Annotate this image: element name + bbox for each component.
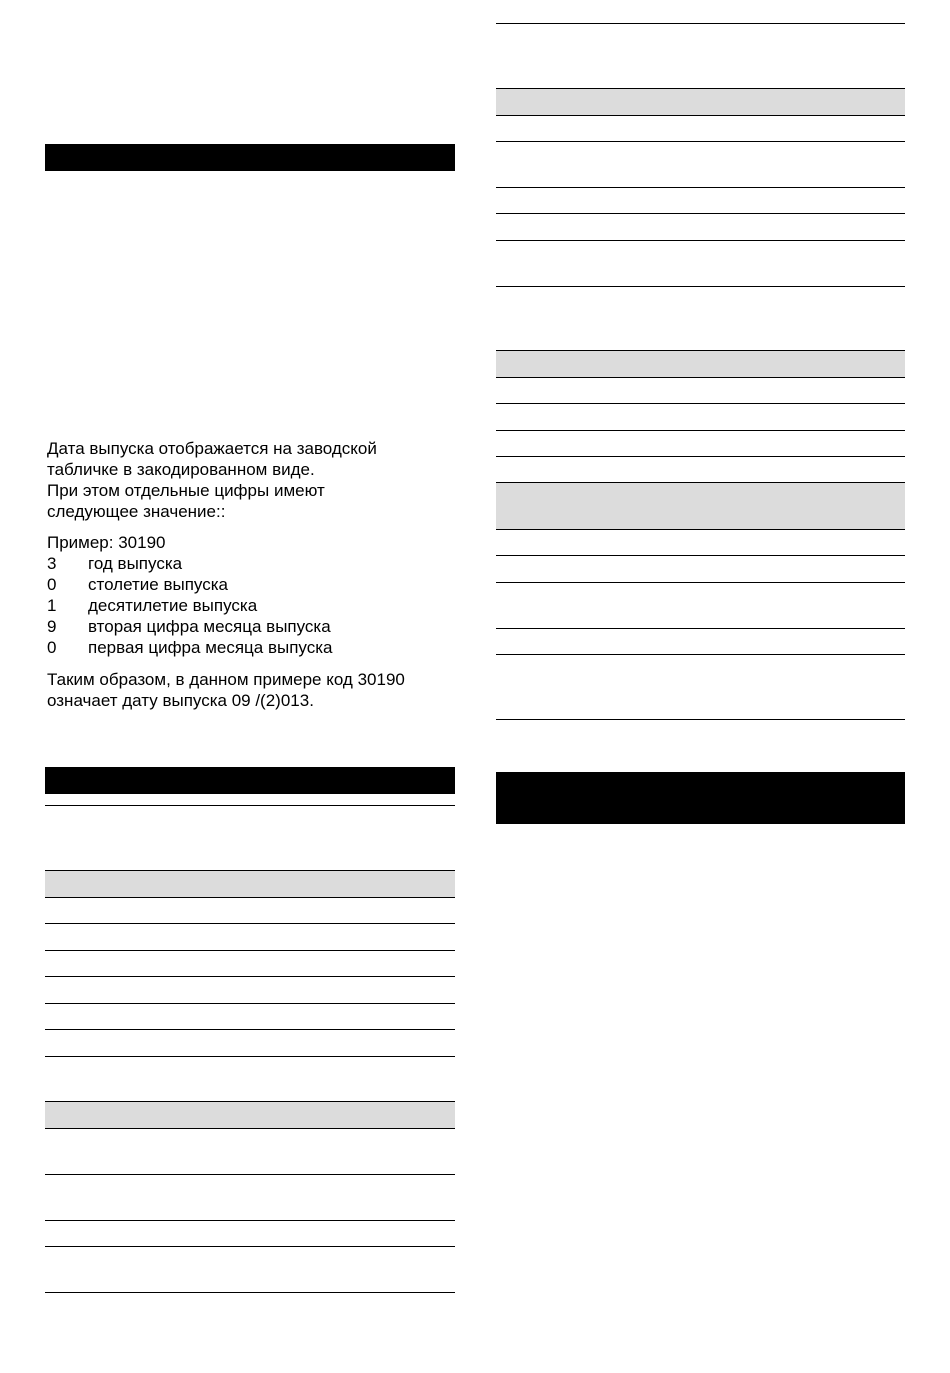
table-rule [45,1174,455,1175]
table-header-row [45,871,455,897]
section-header-bar [496,772,905,824]
table-header-row [496,351,905,377]
table-rule [45,1246,455,1247]
table-rule [45,1056,455,1057]
table-header-row [45,1102,455,1128]
table-rule [496,403,905,404]
table-rule [45,923,455,924]
table-rule [496,213,905,214]
table-rule [496,582,905,583]
table-rule [45,805,455,806]
table-rule [496,430,905,431]
table-rule [45,870,455,871]
intro-line-2: табличке в закодированном виде. [47,460,315,479]
table-rule [496,115,905,116]
intro-line-3: При этом отдельные цифры имеют [47,481,325,500]
digit-value: 3 [47,554,57,573]
table-rule [496,719,905,720]
table-header-row [496,483,905,529]
table-rule [496,141,905,142]
table-rule [496,377,905,378]
table-rule [496,23,905,24]
table-rule [45,950,455,951]
table-rule [496,482,905,483]
digit-meaning: первая цифра месяца выпуска [88,638,333,657]
table-rule [496,286,905,287]
table-rule [45,1101,455,1102]
digit-value: 9 [47,617,57,636]
table-rule [45,1128,455,1129]
digit-meaning: вторая цифра месяца выпуска [88,617,331,636]
example-label: Пример: 30190 [47,533,166,552]
digit-meaning: столетие выпуска [88,575,228,594]
digit-value: 1 [47,596,57,615]
table-rule [45,1292,455,1293]
table-rule [45,976,455,977]
intro-line-1: Дата выпуска отображается на заводской [47,439,377,458]
section-header-bar [45,767,455,794]
table-rule [45,897,455,898]
table-rule [496,350,905,351]
table-rule [496,555,905,556]
digit-meaning: год выпуска [88,554,183,573]
table-rule [45,1003,455,1004]
table-rule [496,529,905,530]
conclusion-line-2: означает дату выпуска 09 /(2)013. [47,691,314,710]
table-rule [496,628,905,629]
table-rule [45,1220,455,1221]
table-header-row [496,89,905,115]
table-rule [496,187,905,188]
table-rule [45,1029,455,1030]
table-rule [496,654,905,655]
table-rule [496,240,905,241]
section-header-bar [45,144,455,171]
table-rule [496,88,905,89]
conclusion-line-1: Таким образом, в данном примере код 30190 [47,670,405,689]
table-rule [496,456,905,457]
digit-value: 0 [47,575,57,594]
intro-line-4: следующее значение:: [47,502,226,521]
digit-meaning: десятилетие выпуска [88,596,258,615]
digit-value: 0 [47,638,57,657]
